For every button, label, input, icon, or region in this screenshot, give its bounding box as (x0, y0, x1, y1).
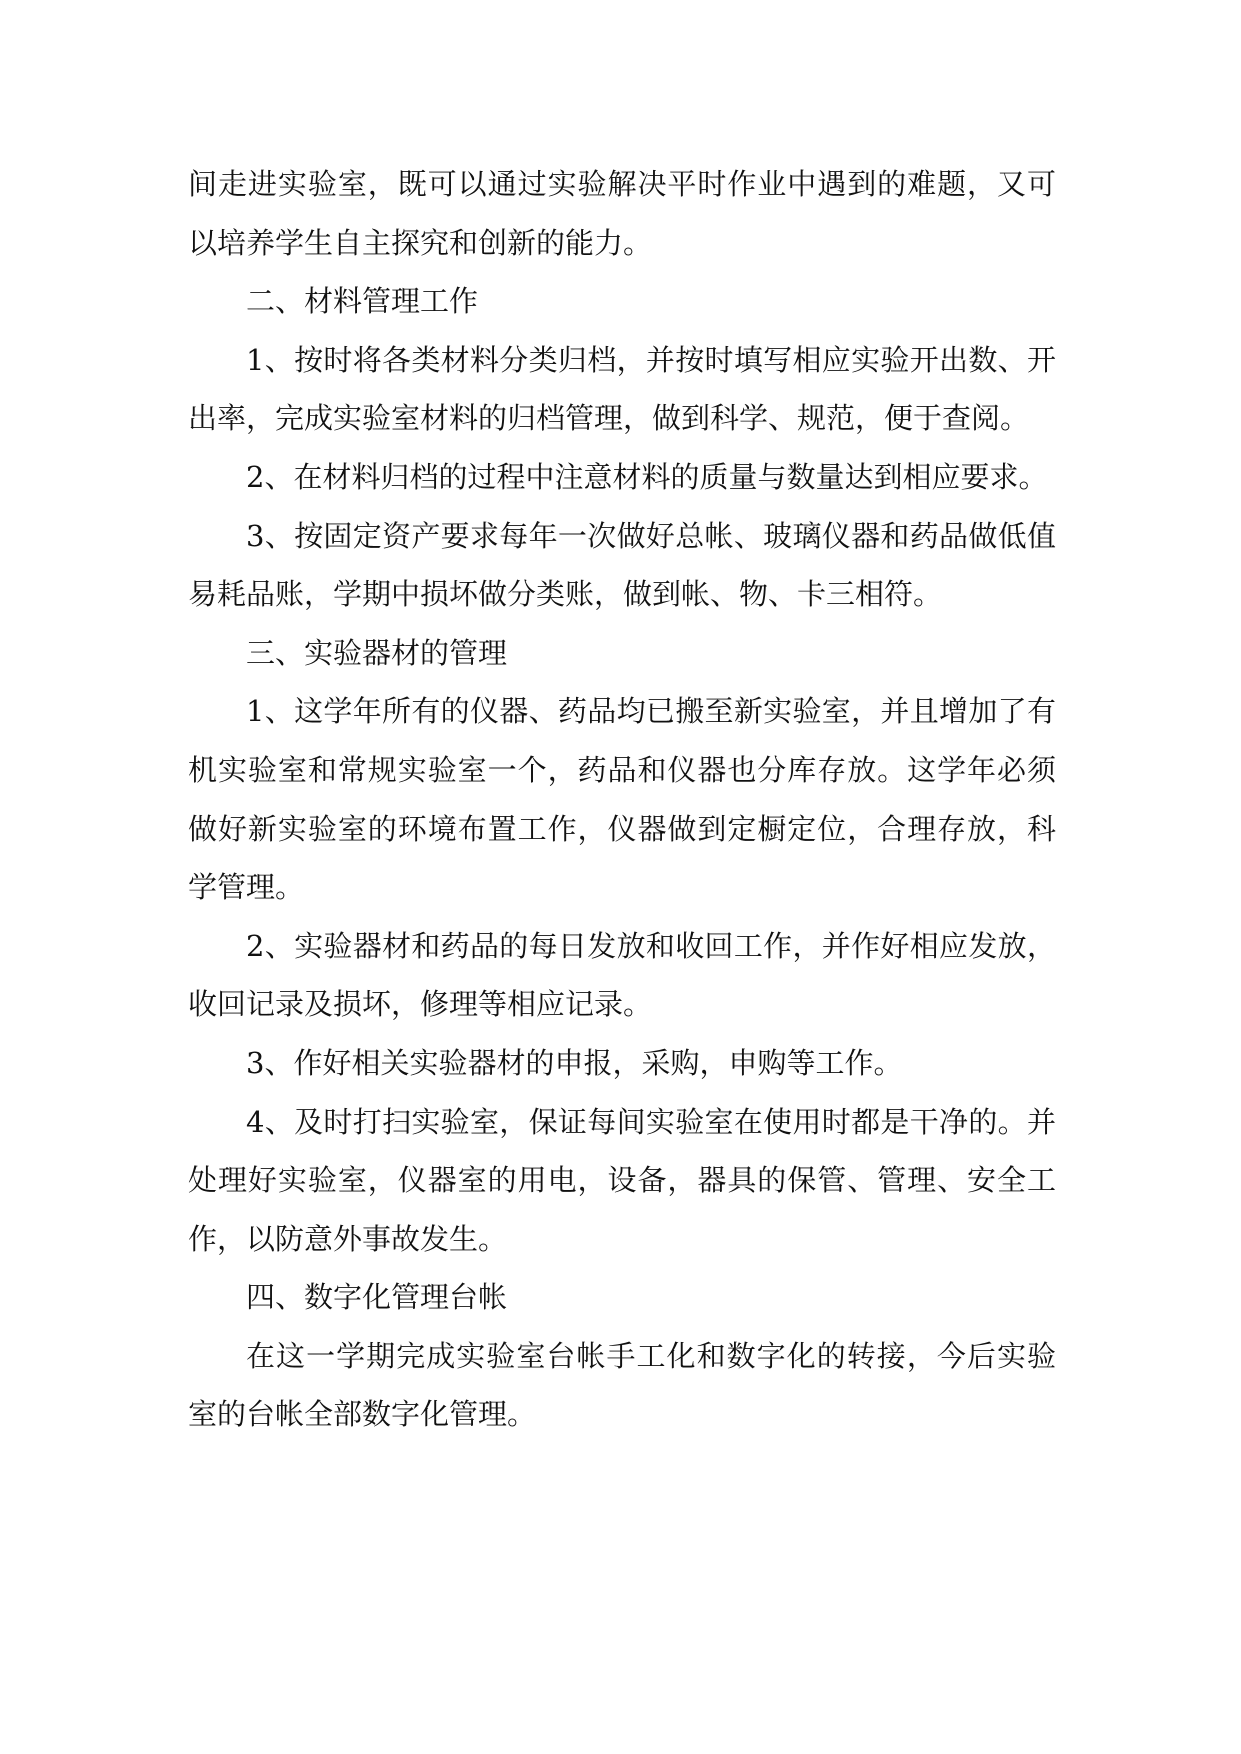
section-heading-equipment: 三、实验器材的管理 (246, 635, 508, 670)
paragraph: 在这一学期完成实验室台帐手工化和数字化的转接，今后实验室的台帐全部数字化管理。 (188, 1338, 1056, 1432)
paragraph: 4、及时打扫实验室，保证每间实验室在使用时都是干净的。并处理好实验室，仪器室的用电，设备，器具的保管、管理、安全工作，以防意外事故发生。 (188, 1104, 1056, 1256)
section-heading-materials: 二、材料管理工作 (246, 284, 479, 319)
paragraph: 1、按时将各类材料分类归档，并按时填写相应实验开出数、开出率，完成实验室材料的归档管理，做到科学、规范，便于查阅。 (188, 342, 1056, 436)
section-heading-digital: 四、数字化管理台帐 (246, 1280, 508, 1315)
document-body (188, 155, 1056, 1444)
paragraph: 3、作好相关实验器材的申报，采购，申购等工作。 (246, 1045, 903, 1080)
paragraph: 2、实验器材和药品的每日发放和收回工作，并作好相应发放，收回记录及损坏，修理等相应记录。 (188, 928, 1056, 1022)
paragraph-continuation: 间走进实验室，既可以通过实验解决平时作业中遇到的难题，又可以培养学生自主探究和创新的能力。 (188, 167, 1056, 260)
paragraph: 2、在材料归档的过程中注意材料的质量与数量达到相应要求。 (246, 459, 1048, 494)
paragraph: 1、这学年所有的仪器、药品均已搬至新实验室，并且增加了有机实验室和常规实验室一个，药品和仪器也分库存放。这学年必须做好新实验室的环境布置工作，仪器做到定橱定位，合理存放，科学管理。 (188, 694, 1056, 905)
paragraph: 3、按固定资产要求每年一次做好总帐、玻璃仪器和药品做低值易耗品账，学期中损坏做分类账，做到帐、物、卡三相符。 (188, 518, 1056, 612)
